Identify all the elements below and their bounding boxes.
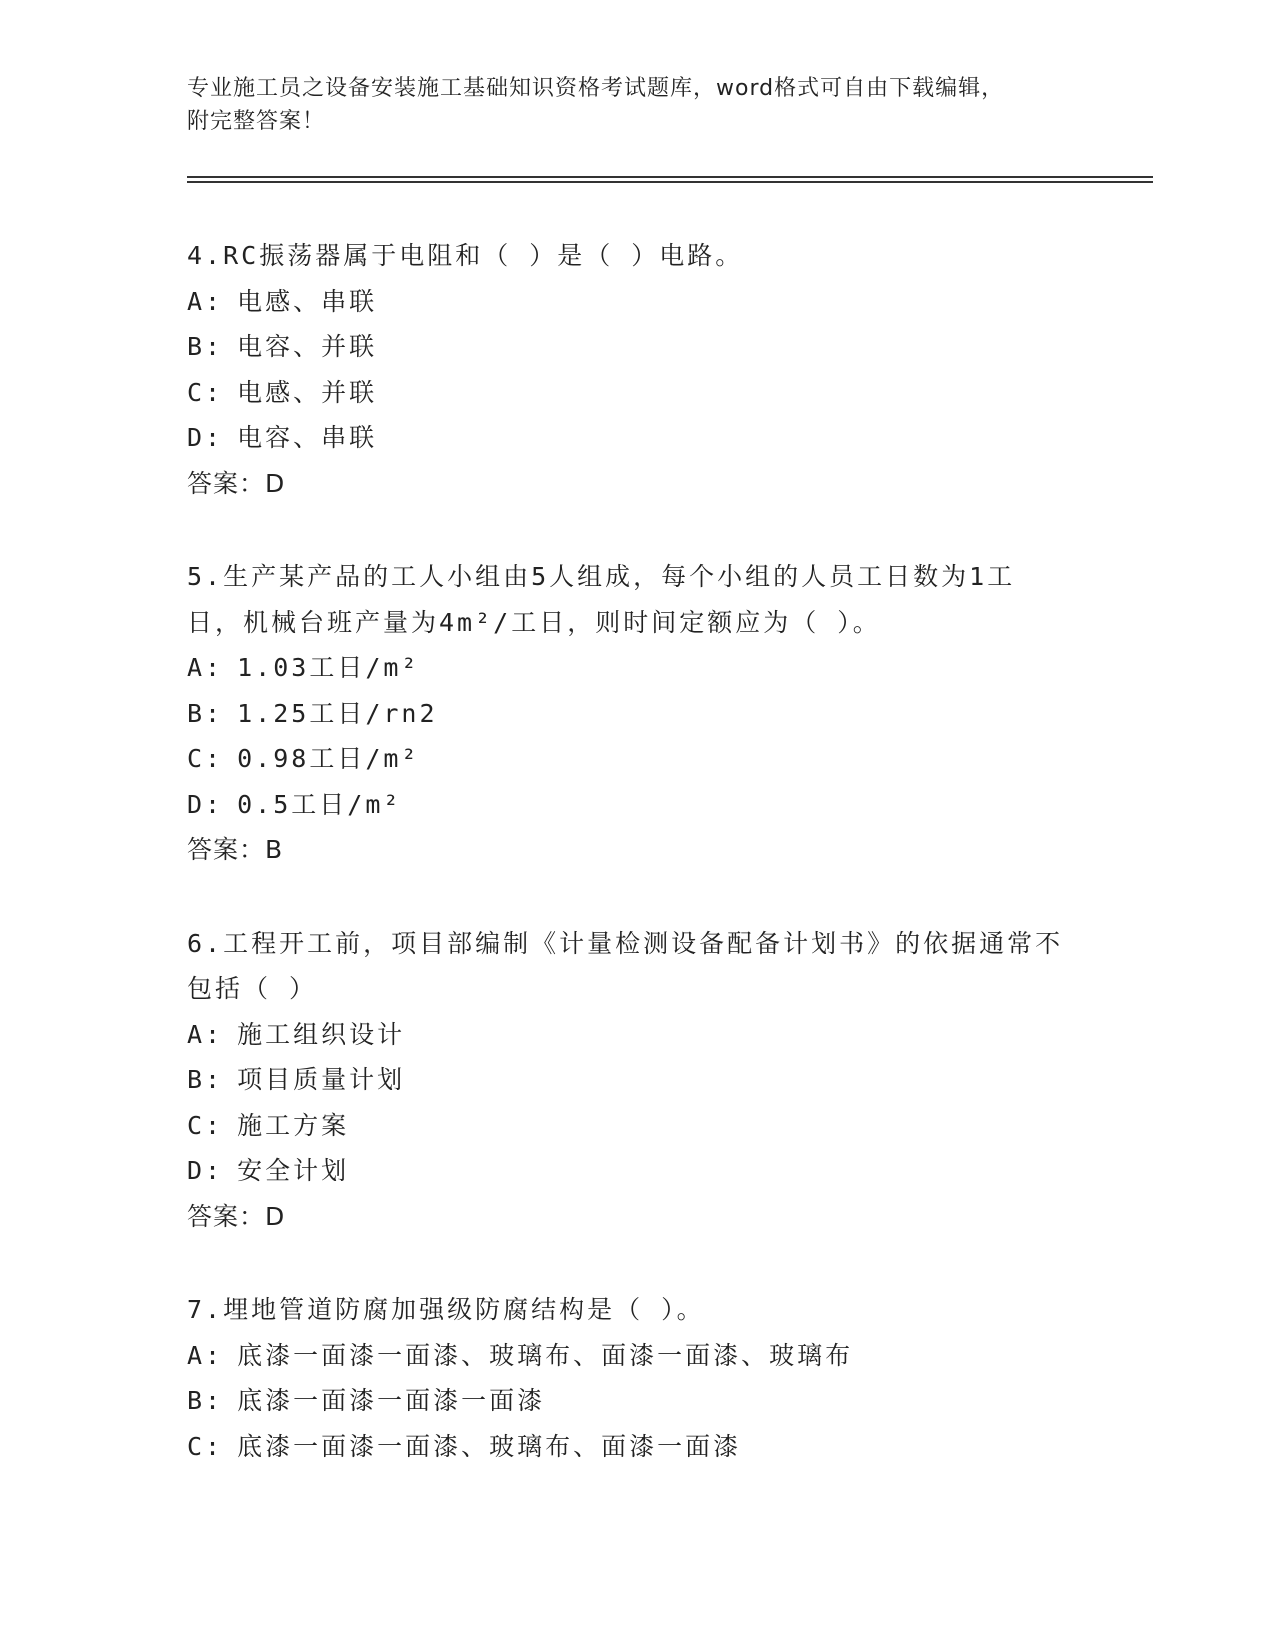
question-7	[187, 1287, 1067, 1469]
option-key: C:	[187, 1431, 224, 1461]
option-text: 电感、并联	[237, 377, 378, 407]
option-text: 底漆一面漆一面漆、玻璃布、面漆一面漆、玻璃布	[237, 1340, 854, 1370]
question-stem: 7.埋地管道防腐加强级防腐结构是（ ）。	[187, 1295, 705, 1324]
option-text: 电感、串联	[237, 286, 378, 316]
option-key: A:	[187, 1340, 224, 1370]
answer-line: 答案：D	[187, 1201, 286, 1231]
option-c	[187, 370, 1067, 416]
option-key: B:	[187, 1386, 224, 1415]
option-b	[187, 1378, 1067, 1424]
option-a	[187, 645, 1067, 691]
option-key: B:	[187, 1065, 224, 1094]
option-key: C:	[187, 1110, 224, 1140]
option-text: 0.98工日/m²	[237, 744, 420, 773]
option-key: C:	[187, 744, 224, 773]
option-key: A:	[187, 1019, 224, 1049]
option-b	[187, 691, 1067, 737]
option-text: 项目质量计划	[237, 1065, 406, 1094]
option-key: D:	[187, 789, 224, 819]
option-c	[187, 1103, 1067, 1149]
header-rule-bottom	[187, 181, 1153, 183]
option-key: D:	[187, 423, 224, 452]
question-4	[187, 233, 1067, 506]
header-line-2: 附完整答案！	[187, 109, 326, 134]
question-stem: 6.工程开工前，项目部编制《计量检测设备配备计划书》的依据通常不包括（ ）	[187, 928, 1064, 1003]
option-key: C:	[187, 377, 224, 407]
header-rule-top	[187, 176, 1153, 178]
option-key: A:	[187, 653, 224, 682]
option-b	[187, 1057, 1067, 1103]
option-b	[187, 324, 1067, 370]
option-key: B:	[187, 698, 224, 728]
question-6	[187, 921, 1067, 1240]
option-a	[187, 1012, 1067, 1058]
option-text: 施工方案	[237, 1110, 350, 1140]
document-header	[187, 72, 1067, 138]
option-text: 施工组织设计	[237, 1019, 406, 1049]
question-stem: 5.生产某产品的工人小组由5人组成，每个小组的人员工日数为1工日，机械台班产量为4m²/工日，则时间定额应为（ ）。	[187, 562, 1016, 637]
answer-line: 答案：B	[187, 835, 284, 864]
option-key: D:	[187, 1156, 224, 1185]
answer-line: 答案：D	[187, 468, 286, 498]
option-a	[187, 279, 1067, 325]
option-text: 1.25工日/rn2	[237, 698, 438, 728]
option-a	[187, 1333, 1067, 1379]
option-text: 电容、串联	[237, 423, 378, 452]
option-key: A:	[187, 286, 224, 316]
question-5	[187, 554, 1067, 873]
option-d	[187, 1148, 1067, 1194]
option-c	[187, 1424, 1067, 1470]
option-c	[187, 736, 1067, 782]
option-text: 电容、并联	[237, 332, 378, 361]
header-line-1: 专业施工员之设备安装施工基础知识资格考试题库，word格式可自由下载编辑，	[187, 76, 1005, 101]
option-d	[187, 782, 1067, 828]
option-text: 1.03工日/m²	[237, 653, 420, 682]
option-text: 安全计划	[237, 1156, 350, 1185]
option-d	[187, 415, 1067, 461]
option-text: 底漆一面漆一面漆一面漆	[237, 1386, 546, 1415]
question-list	[187, 233, 1067, 1517]
option-text: 0.5工日/m²	[237, 789, 402, 819]
option-text: 底漆一面漆一面漆、玻璃布、面漆一面漆	[237, 1431, 742, 1461]
question-stem: 4.RC振荡器属于电阻和（ ）是（ ）电路。	[187, 241, 744, 270]
option-key: B:	[187, 332, 224, 361]
